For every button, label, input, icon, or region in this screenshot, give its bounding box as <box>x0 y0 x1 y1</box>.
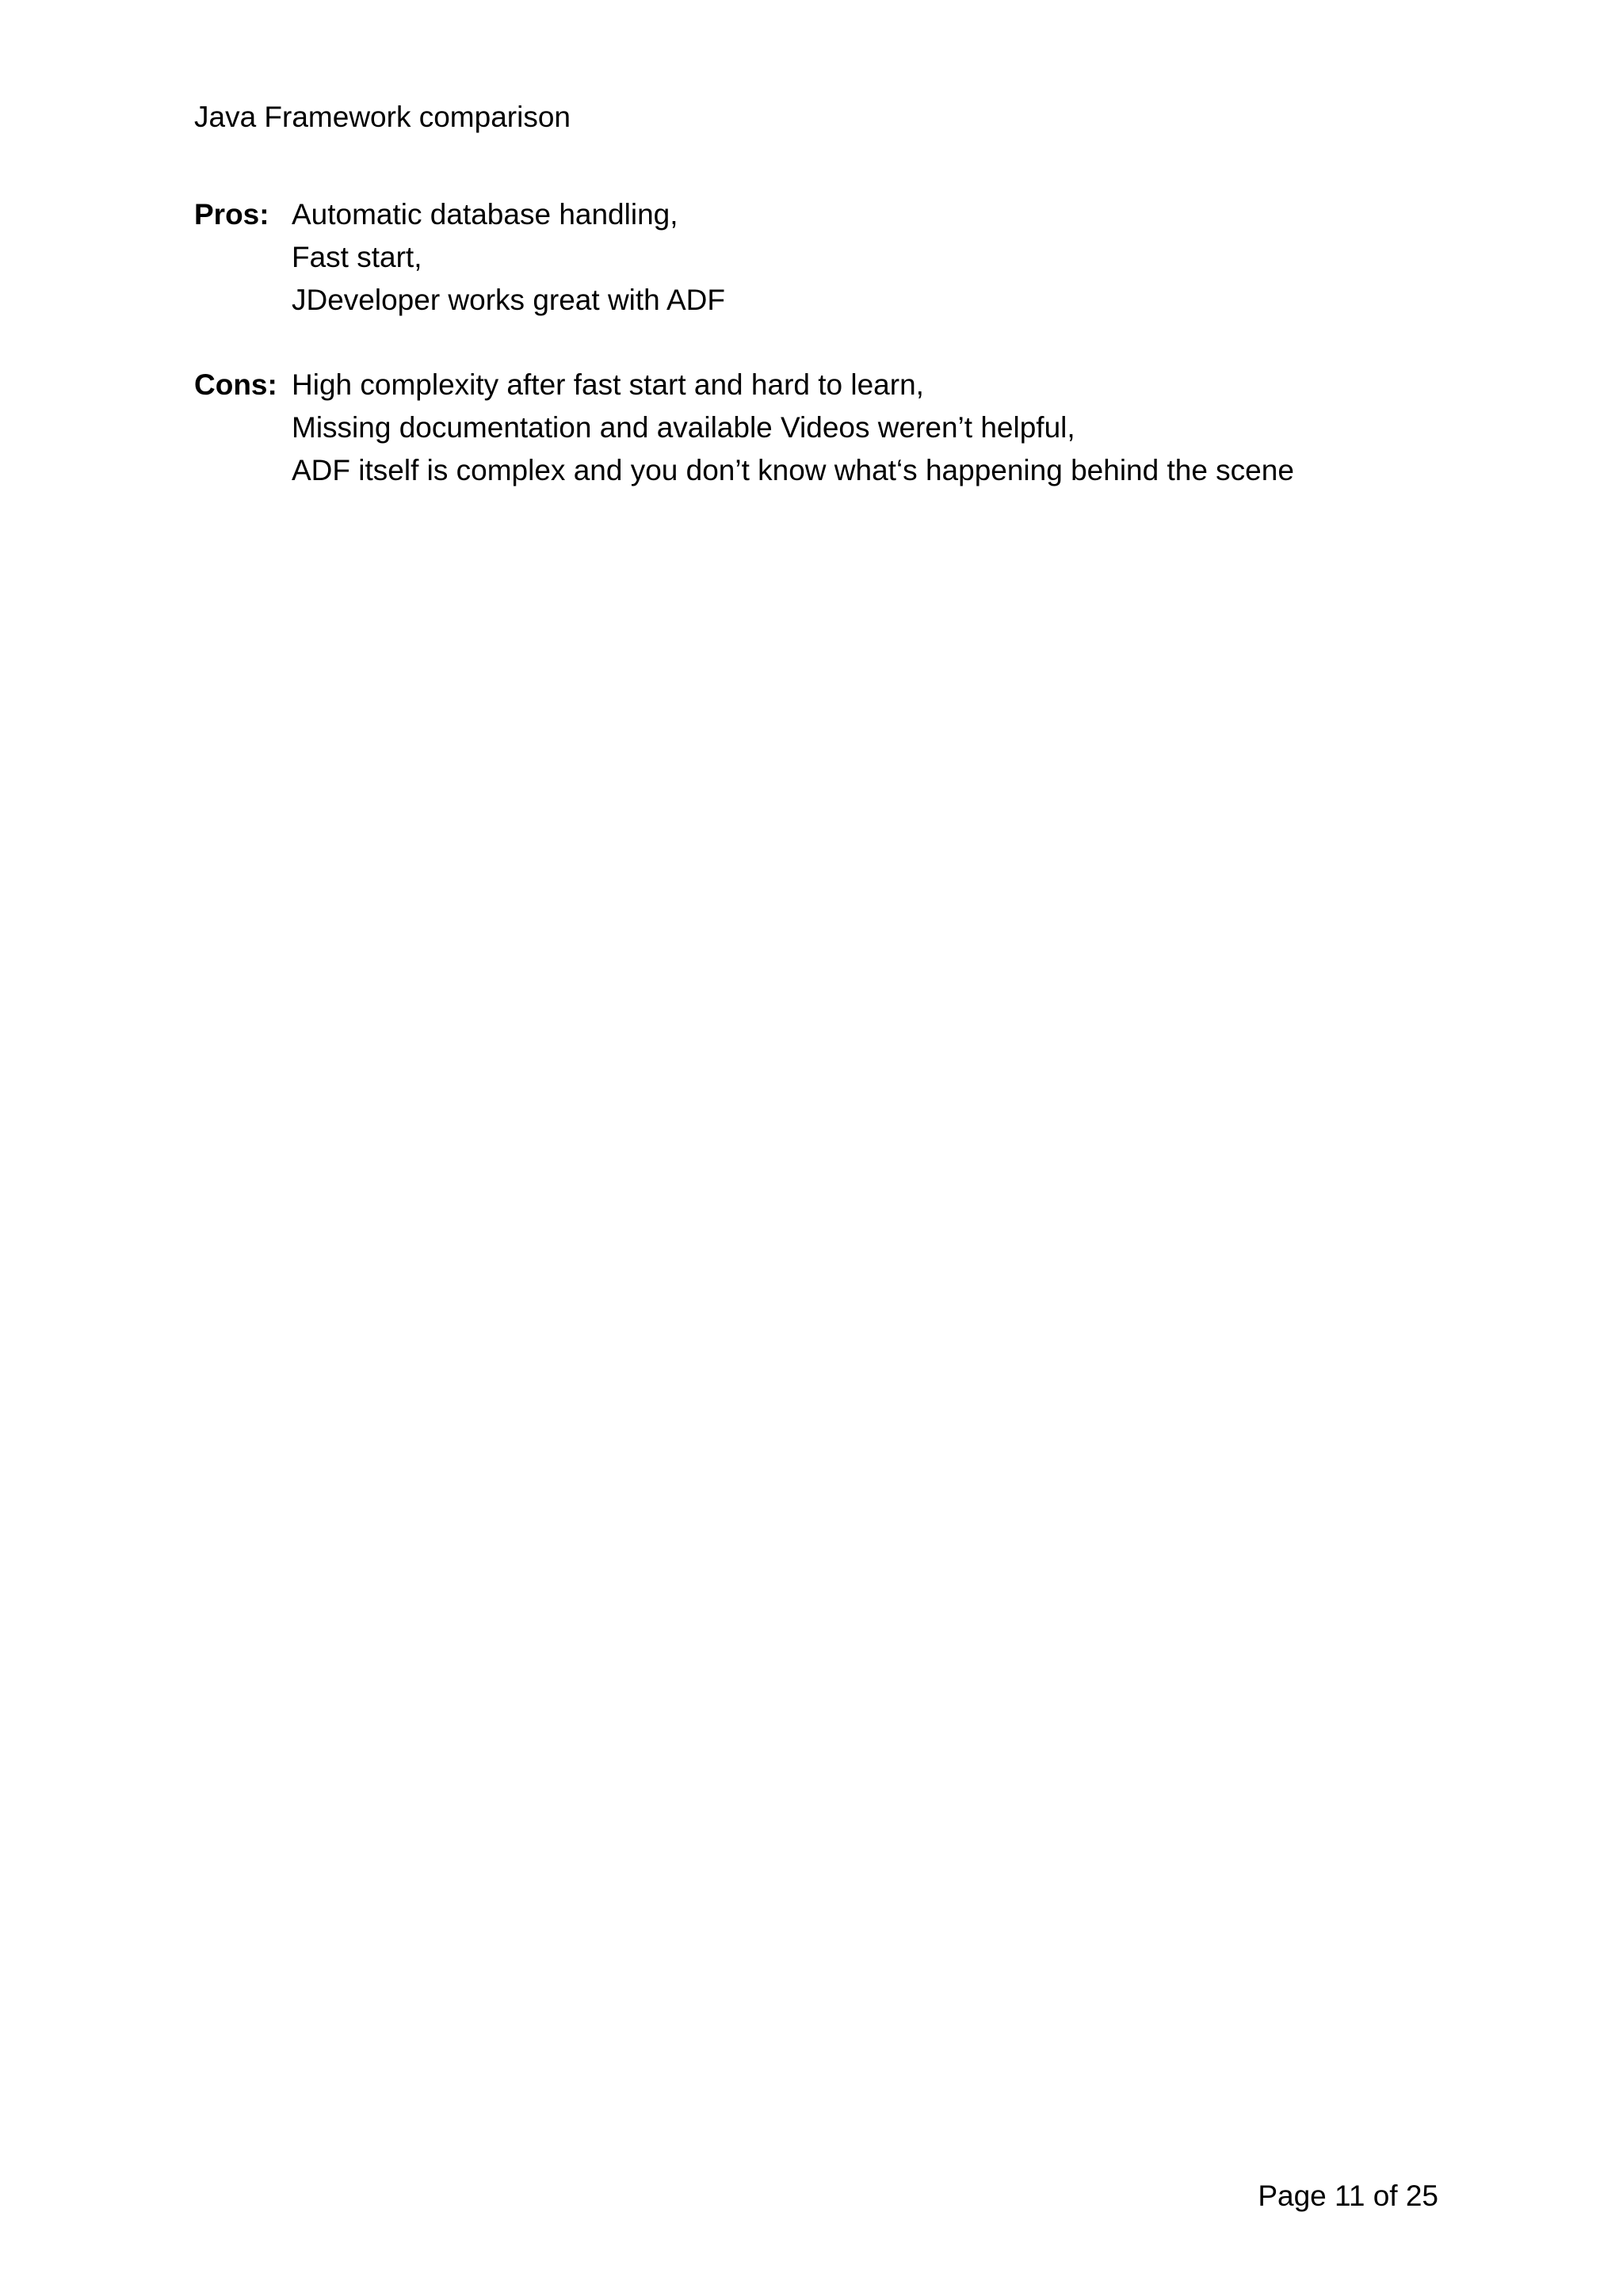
pros-item: JDeveloper works great with ADF <box>292 284 725 316</box>
cons-item: ADF itself is complex and you don’t know what‘s happening behind the scene <box>292 454 1294 486</box>
page-number: Page 11 of 25 <box>1258 2180 1438 2212</box>
running-header-title: Java Framework comparison <box>194 101 571 133</box>
cons-item: High complexity after fast start and hard to learn, <box>292 368 924 401</box>
pros-label: Pros: <box>194 198 269 231</box>
pros-item: Fast start, <box>292 241 422 273</box>
cons-label: Cons: <box>194 368 277 401</box>
pros-list <box>292 193 725 322</box>
cons-item: Missing documentation and available Videos weren’t helpful, <box>292 411 1075 444</box>
pros-item: Automatic database handling, <box>292 198 678 231</box>
cons-list <box>292 364 1294 492</box>
